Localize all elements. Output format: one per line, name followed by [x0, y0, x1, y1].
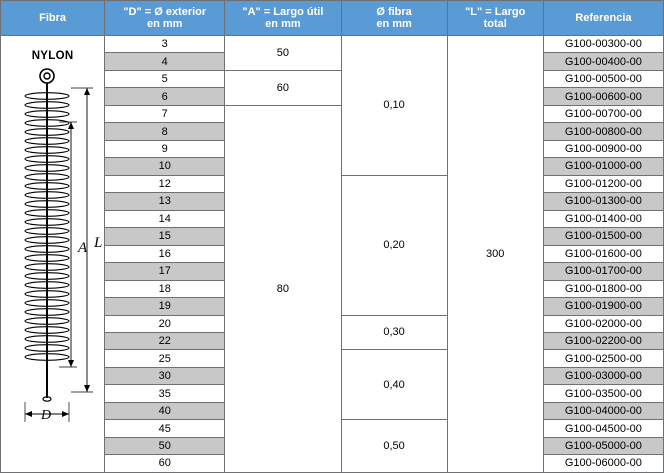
cell-referencia: G100-01900-00 [543, 298, 663, 315]
cell-referencia: G100-02000-00 [543, 315, 663, 332]
cell-referencia: G100-01400-00 [543, 210, 663, 227]
cell-referencia: G100-00700-00 [543, 105, 663, 122]
cell-diametro-fibra: 0,50 [341, 420, 447, 472]
cell-referencia: G100-01200-00 [543, 175, 663, 192]
table-row [1, 36, 664, 53]
cell-referencia: G100-01300-00 [543, 193, 663, 210]
column-header-fibra [1, 1, 105, 36]
cell-diametro-exterior: 14 [105, 210, 225, 227]
cell-diametro-exterior: 25 [105, 350, 225, 367]
column-header-referencia [543, 1, 663, 36]
cell-diametro-exterior: 20 [105, 315, 225, 332]
column-header-largo-util-line1: "A" = Largo útil [242, 5, 324, 18]
cell-referencia: G100-01600-00 [543, 245, 663, 262]
cell-diametro-exterior: 9 [105, 140, 225, 157]
column-header-diametro-exterior-line2: en mm [147, 18, 183, 30]
cell-diametro-exterior: 12 [105, 175, 225, 192]
cell-referencia: G100-06000-00 [543, 455, 663, 472]
cell-referencia: G100-03500-00 [543, 385, 663, 402]
column-header-diametro-fibra-line2: en mm [376, 18, 412, 30]
cell-diametro-exterior: 17 [105, 263, 225, 280]
column-header-fibra-line1: Fibra [39, 11, 67, 24]
cell-referencia: G100-00600-00 [543, 88, 663, 105]
column-header-largo-util [225, 1, 341, 36]
cell-diametro-exterior: 7 [105, 105, 225, 122]
cell-referencia: G100-00300-00 [543, 36, 663, 53]
column-header-largo-util-line2: en mm [265, 18, 301, 30]
cell-diametro-exterior: 50 [105, 437, 225, 454]
cell-diametro-exterior: 16 [105, 245, 225, 262]
cell-diametro-exterior: 30 [105, 367, 225, 384]
cell-referencia: G100-01000-00 [543, 158, 663, 175]
column-header-diametro-exterior-line1: "D" = Ø exterior [123, 5, 207, 18]
cell-largo-util: 80 [225, 105, 341, 472]
cell-referencia: G100-01500-00 [543, 228, 663, 245]
svg-text:D: D [41, 408, 52, 424]
cell-referencia: G100-03000-00 [543, 367, 663, 384]
cell-referencia: G100-01800-00 [543, 280, 663, 297]
cell-diametro-exterior: 40 [105, 402, 225, 419]
column-header-largo-total-line2: total [483, 18, 507, 30]
cell-diametro-exterior: 10 [105, 158, 225, 175]
brush-diagram [1, 62, 105, 462]
cell-diametro-exterior: 45 [105, 420, 225, 437]
cell-diametro-exterior: 5 [105, 70, 225, 87]
cell-diametro-exterior: 4 [105, 53, 225, 70]
cell-diametro-exterior: 6 [105, 88, 225, 105]
cell-largo-util: 50 [225, 36, 341, 71]
cell-referencia: G100-00500-00 [543, 70, 663, 87]
column-header-largo-total-line1: "L" = Largo [465, 5, 526, 18]
cell-referencia: G100-02500-00 [543, 350, 663, 367]
cell-diametro-fibra: 0,10 [341, 36, 447, 176]
table-header [1, 1, 664, 36]
cell-diametro-exterior: 8 [105, 123, 225, 140]
cell-diametro-fibra: 0,20 [341, 175, 447, 315]
svg-text:L: L [94, 235, 103, 252]
cell-referencia: G100-00800-00 [543, 123, 663, 140]
table-body [1, 36, 664, 473]
cell-diametro-exterior: 15 [105, 228, 225, 245]
cell-referencia: G100-00400-00 [543, 53, 663, 70]
cell-largo-total: 300 [447, 36, 543, 473]
cell-diametro-fibra: 0,40 [341, 350, 447, 420]
header-row [1, 1, 664, 36]
fibra-illustration-cell [1, 36, 105, 473]
cell-referencia: G100-04000-00 [543, 402, 663, 419]
column-header-diametro-fibra-line1: Ø fibra [376, 5, 412, 18]
cell-diametro-exterior: 22 [105, 332, 225, 349]
cell-referencia: G100-04500-00 [543, 420, 663, 437]
cell-referencia: G100-00900-00 [543, 140, 663, 157]
svg-text:A: A [78, 240, 88, 257]
fibra-material-label: NYLON [31, 49, 74, 62]
cell-diametro-exterior: 35 [105, 385, 225, 402]
cell-diametro-exterior: 13 [105, 193, 225, 210]
cell-diametro-exterior: 60 [105, 455, 225, 472]
cell-referencia: G100-02200-00 [543, 332, 663, 349]
column-header-referencia-line1: Referencia [575, 11, 632, 24]
column-header-diametro-exterior [105, 1, 225, 36]
cell-diametro-exterior: 3 [105, 36, 225, 53]
column-header-diametro-fibra [341, 1, 447, 36]
cell-referencia: G100-05000-00 [543, 437, 663, 454]
cell-diametro-exterior: 18 [105, 280, 225, 297]
cell-diametro-fibra: 0,30 [341, 315, 447, 350]
cell-referencia: G100-01700-00 [543, 263, 663, 280]
cell-largo-util: 60 [225, 70, 341, 105]
cell-diametro-exterior: 19 [105, 298, 225, 315]
column-header-largo-total [447, 1, 543, 36]
